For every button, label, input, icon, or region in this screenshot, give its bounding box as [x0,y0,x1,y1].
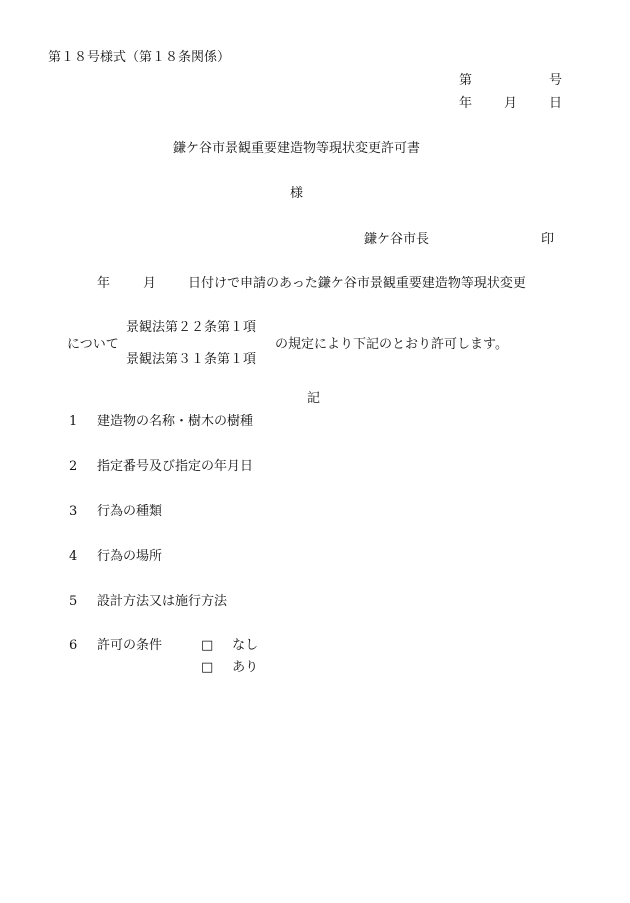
law-option-22: 景観法第２２条第１項 [126,320,257,335]
law-option-31: 景観法第３１条第１項 [126,352,257,367]
item-6-number: 6 [69,638,78,653]
item-6-label: 許可の条件 [97,638,163,653]
date-year: 年 [459,96,473,111]
document-title: 鎌ケ谷市景観重要建造物等現状変更許可書 [173,141,421,156]
body-line1-text: 日付けで申請のあった鎌ケ谷市景観重要建造物等現状変更 [188,276,526,291]
item-5-label: 設計方法又は施行方法 [97,594,228,609]
item-1-label: 建造物の名称・樹木の樹種 [97,414,254,429]
doc-number-prefix: 第 [459,73,473,88]
item-3-number: 3 [69,504,78,519]
item-1-number: 1 [69,414,78,429]
doc-number-suffix: 号 [549,73,563,88]
form-label: 第１８号様式（第１８条関係） [48,50,231,65]
item-2-label: 指定番号及び指定の年月日 [97,459,254,474]
body-year: 年 [97,276,111,291]
issuer-name: 鎌ケ谷市長 [364,232,430,247]
date-month: 月 [504,96,518,111]
item-2-number: 2 [69,459,78,474]
item-5-number: 5 [69,594,78,609]
condition-yes-label: あり [232,660,259,675]
seal-mark: 印 [541,232,555,247]
addressee-suffix: 様 [290,186,304,201]
condition-none-label: なし [232,638,259,653]
condition-yes-row [201,660,258,676]
ki-heading: 記 [307,391,321,406]
condition-none-row [201,638,258,654]
item-4-label: 行為の場所 [97,549,163,564]
date-day: 日 [549,96,563,111]
condition-yes-checkbox-icon[interactable]: □ [201,660,214,675]
body-month: 月 [143,276,157,291]
body-prefix: について [67,337,119,352]
item-4-number: 4 [69,549,78,564]
body-suffix: の規定により下記のとおり許可します。 [275,337,508,352]
condition-none-checkbox-icon[interactable]: □ [201,638,214,653]
item-3-label: 行為の種類 [97,504,163,519]
